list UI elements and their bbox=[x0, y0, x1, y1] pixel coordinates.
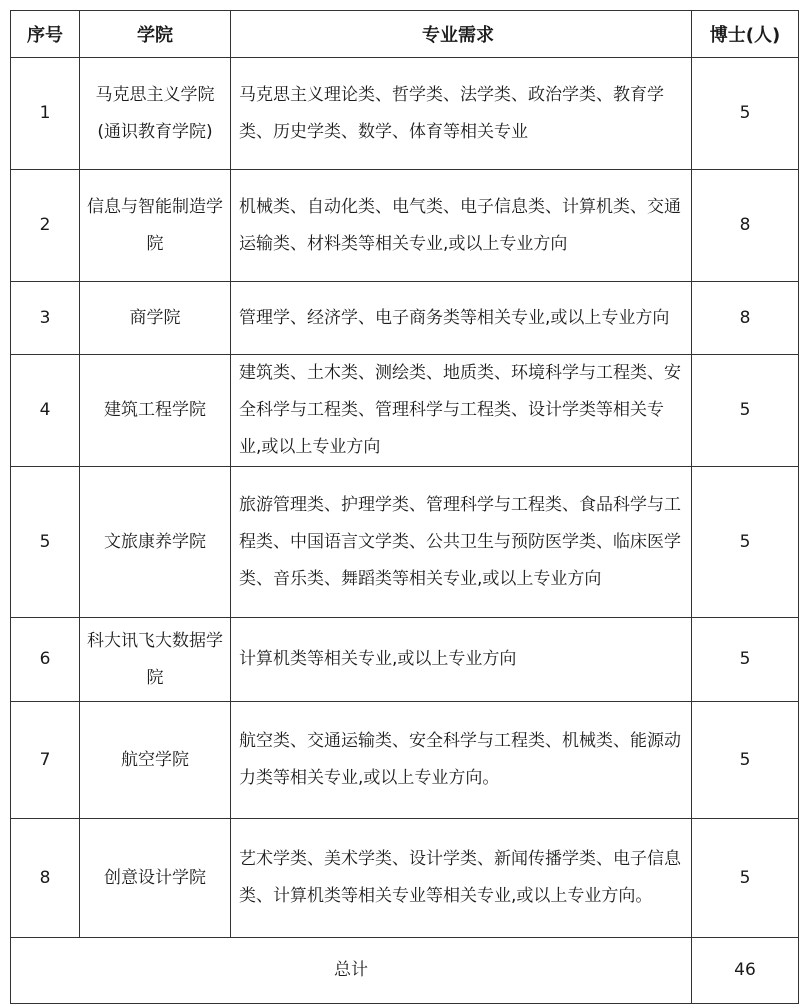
total-row bbox=[11, 938, 799, 1004]
row-no: 3 bbox=[11, 282, 80, 355]
row-school: 信息与智能制造学院 bbox=[80, 170, 231, 282]
header-count: 博士(人) bbox=[692, 11, 799, 58]
total-label: 总计 bbox=[11, 938, 692, 1004]
row-no: 8 bbox=[11, 819, 80, 938]
row-major: 马克思主义理论类、哲学类、法学类、政治学类、教育学类、历史学类、数学、体育等相关专业 bbox=[231, 58, 692, 170]
row-count: 5 bbox=[692, 819, 799, 938]
total-value: 46 bbox=[692, 938, 799, 1004]
row-major: 机械类、自动化类、电气类、电子信息类、计算机类、交通运输类、材料类等相关专业,或以上专业方向 bbox=[231, 170, 692, 282]
row-count: 5 bbox=[692, 702, 799, 819]
table-row bbox=[11, 58, 799, 170]
header-school: 学院 bbox=[80, 11, 231, 58]
row-no: 5 bbox=[11, 467, 80, 618]
row-count: 5 bbox=[692, 355, 799, 467]
row-school: 科大讯飞大数据学院 bbox=[80, 618, 231, 702]
row-school: 文旅康养学院 bbox=[80, 467, 231, 618]
row-major: 计算机类等相关专业,或以上专业方向 bbox=[231, 618, 692, 702]
row-school: 商学院 bbox=[80, 282, 231, 355]
row-school: 创意设计学院 bbox=[80, 819, 231, 938]
table-row bbox=[11, 282, 799, 355]
row-count: 8 bbox=[692, 282, 799, 355]
row-no: 1 bbox=[11, 58, 80, 170]
row-major: 航空类、交通运输类、安全科学与工程类、机械类、能源动力类等相关专业,或以上专业方向。 bbox=[231, 702, 692, 819]
header-no: 序号 bbox=[11, 11, 80, 58]
row-major: 建筑类、土木类、测绘类、地质类、环境科学与工程类、安全科学与工程类、管理科学与工程类、设计学类等相关专业,或以上专业方向 bbox=[231, 355, 692, 467]
row-school: 建筑工程学院 bbox=[80, 355, 231, 467]
header-major: 专业需求 bbox=[231, 11, 692, 58]
row-no: 2 bbox=[11, 170, 80, 282]
row-count: 5 bbox=[692, 467, 799, 618]
table-row bbox=[11, 170, 799, 282]
row-school: 航空学院 bbox=[80, 702, 231, 819]
row-no: 7 bbox=[11, 702, 80, 819]
row-no: 4 bbox=[11, 355, 80, 467]
recruitment-table bbox=[10, 10, 799, 1004]
table-row bbox=[11, 618, 799, 702]
row-count: 5 bbox=[692, 618, 799, 702]
row-major: 管理学、经济学、电子商务类等相关专业,或以上专业方向 bbox=[231, 282, 692, 355]
row-school: 马克思主义学院(通识教育学院) bbox=[80, 58, 231, 170]
row-count: 8 bbox=[692, 170, 799, 282]
table-row bbox=[11, 702, 799, 819]
table-row bbox=[11, 819, 799, 938]
row-no: 6 bbox=[11, 618, 80, 702]
table-row bbox=[11, 355, 799, 467]
row-major: 艺术学类、美术学类、设计学类、新闻传播学类、电子信息类、计算机类等相关专业等相关专业,或以上专业方向。 bbox=[231, 819, 692, 938]
header-row bbox=[11, 11, 799, 58]
row-major: 旅游管理类、护理学类、管理科学与工程类、食品科学与工程类、中国语言文学类、公共卫生与预防医学类、临床医学类、音乐类、舞蹈类等相关专业,或以上专业方向 bbox=[231, 467, 692, 618]
row-count: 5 bbox=[692, 58, 799, 170]
table-row bbox=[11, 467, 799, 618]
